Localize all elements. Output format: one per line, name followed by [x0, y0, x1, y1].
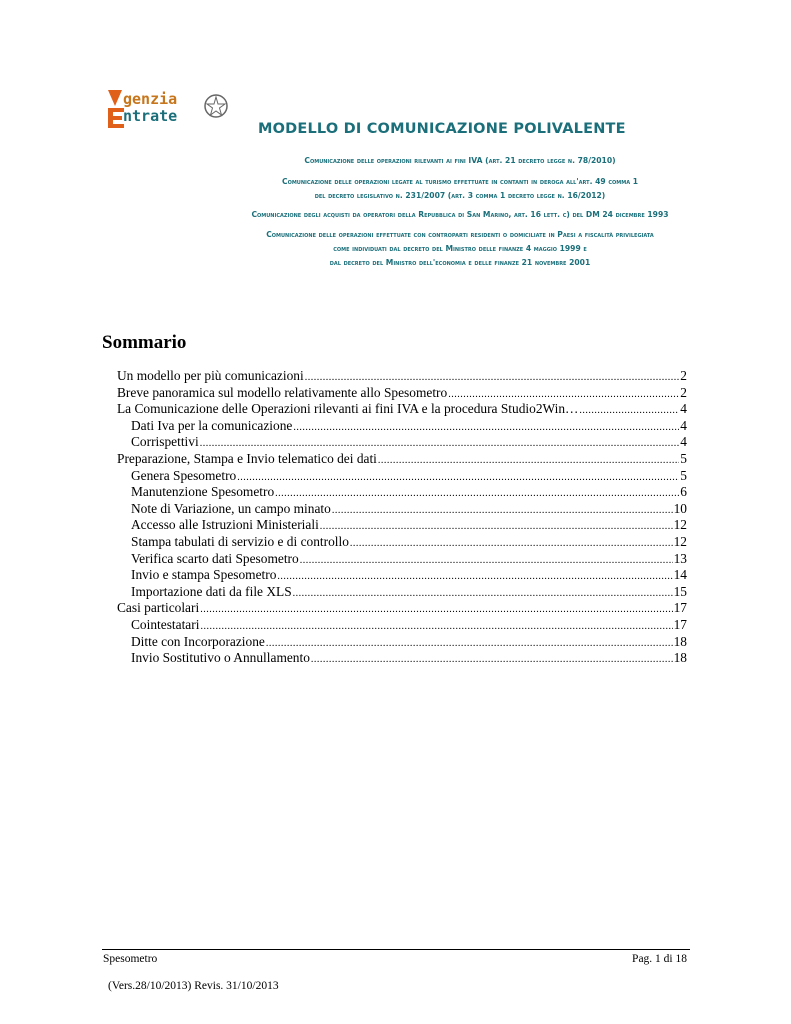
toc-entry[interactable] — [117, 551, 687, 568]
footer-divider — [102, 949, 690, 950]
toc-entry-title: Invio Sostitutivo o Annullamento — [131, 650, 310, 666]
table-of-contents — [117, 368, 687, 667]
toc-dot-leader — [320, 519, 673, 536]
toc-entry-page: 4 — [680, 434, 687, 450]
toc-dot-leader — [200, 619, 672, 636]
toc-entry-page: 2 — [680, 384, 687, 400]
toc-entry-page: 4 — [680, 401, 687, 417]
toc-dot-leader — [293, 420, 679, 437]
toc-entry-title: Dati Iva per la comunicazione — [131, 417, 293, 433]
toc-entry-page: 18 — [673, 633, 687, 649]
header-line-2: Comunicazione delle operazioni legate al turismo effettuate in contanti in deroga all'art. 49 comma 1 — [282, 177, 638, 186]
toc-entry-page: 15 — [673, 583, 687, 599]
toc-entry-page: 6 — [680, 484, 687, 500]
toc-entry-title: Breve panoramica sul modello relativamente allo Spesometro — [117, 384, 448, 400]
toc-entry-title: Casi particolari — [117, 600, 200, 616]
toc-entry-page: 4 — [680, 417, 687, 433]
toc-entry-title: Stampa tabulati di servizio e di controllo — [131, 533, 349, 549]
toc-entry-title: Corrispettivi — [131, 434, 199, 450]
toc-entry[interactable] — [117, 368, 687, 385]
toc-dot-leader — [275, 486, 679, 503]
toc-dot-leader — [332, 503, 673, 520]
emblem-icon — [205, 95, 227, 117]
toc-entry[interactable] — [117, 634, 687, 651]
toc-entry[interactable] — [117, 600, 687, 617]
toc-dot-leader — [293, 586, 673, 603]
header-line-3: del decreto legislativo n. 231/2007 (art. 3 comma 1 decreto legge n. 16/2012) — [314, 191, 606, 200]
toc-entry[interactable] — [117, 501, 687, 518]
toc-entry[interactable] — [117, 617, 687, 634]
toc-entry[interactable] — [117, 517, 687, 534]
toc-entry-page: 5 — [680, 450, 687, 466]
toc-entry-page: 14 — [673, 567, 687, 583]
footer-page-number: Pag. 1 di 18 — [632, 953, 687, 965]
toc-entry[interactable] — [117, 468, 687, 485]
toc-dot-leader — [277, 569, 672, 586]
toc-entry-page: 17 — [673, 600, 687, 616]
toc-entry[interactable] — [117, 434, 687, 451]
agenzia-entrate-logo — [104, 88, 236, 132]
toc-entry-title: La Comunicazione delle Operazioni rilevanti ai fini IVA e la procedura Studio2Win… — [117, 401, 579, 417]
header-line-4: Comunicazione degli acquisti da operatori della Repubblica di San Marino, art. 16 lett. c) del DM 24 dicembre 1993 — [251, 210, 669, 219]
header-line-7: dal decreto del Ministro dell'economia e delle finanze 21 novembre 2001 — [329, 258, 591, 267]
toc-entry-title: Genera Spesometro — [131, 467, 237, 483]
toc-dot-leader — [200, 602, 672, 619]
toc-entry-page: 2 — [680, 368, 687, 383]
toc-entry-title: Accesso alle Istruzioni Ministeriali — [131, 517, 319, 533]
logo-line1: genzia — [123, 90, 178, 108]
toc-entry-page: 10 — [673, 500, 687, 516]
footer-document-name: Spesometro — [103, 953, 158, 965]
toc-entry-page: 17 — [673, 616, 687, 632]
toc-entry[interactable] — [117, 584, 687, 601]
toc-entry-page: 18 — [673, 650, 687, 666]
toc-entry[interactable] — [117, 650, 687, 667]
toc-entry-page: 12 — [673, 517, 687, 533]
toc-entry[interactable] — [117, 385, 687, 402]
toc-entry[interactable] — [117, 401, 687, 418]
toc-entry-title: Verifica scarto dati Spesometro — [131, 550, 299, 566]
toc-dot-leader — [378, 453, 679, 470]
toc-entry-title: Invio e stampa Spesometro — [131, 567, 277, 583]
toc-entry-title: Preparazione, Stampa e Invio telematico dei dati — [117, 450, 377, 466]
toc-entry-page: 13 — [673, 550, 687, 566]
toc-entry-title: Importazione dati da file XLS — [131, 583, 292, 599]
toc-dot-leader — [350, 536, 673, 553]
footer-version: (Vers.28/10/2013) Revis. 31/10/2013 — [108, 980, 279, 992]
toc-entry[interactable] — [117, 484, 687, 501]
toc-entry-page: 12 — [673, 533, 687, 549]
toc-entry-title: Cointestatari — [131, 616, 200, 632]
toc-entry[interactable] — [117, 567, 687, 584]
toc-entry[interactable] — [117, 451, 687, 468]
toc-entry-page: 5 — [680, 467, 687, 483]
toc-entry[interactable] — [117, 418, 687, 435]
toc-entry-title: Ditte con Incorporazione — [131, 633, 265, 649]
logo-line2: ntrate — [123, 107, 178, 125]
toc-entry-title: Un modello per più comunicazioni — [117, 368, 304, 383]
header-line-5: Comunicazione delle operazioni effettuate con controparti residenti o domiciliate in Paesi a fiscalità privilegiata — [266, 230, 654, 239]
toc-entry[interactable] — [117, 534, 687, 551]
toc-dot-leader — [266, 636, 673, 653]
document-title: MODELLO DI COMUNICAZIONE POLIVALENTE — [258, 121, 626, 137]
header-line-1: Comunicazione delle operazioni rilevanti ai fini IVA (art. 21 decreto legge n. 78/2010) — [304, 156, 616, 165]
toc-entry-title: Manutenzione Spesometro — [131, 484, 275, 500]
toc-dot-leader — [579, 403, 679, 420]
toc-heading: Sommario — [102, 332, 187, 353]
header-line-6: come individuati dal decreto del Ministro delle finanze 4 maggio 1999 e — [333, 244, 587, 253]
toc-dot-leader — [237, 470, 679, 487]
toc-dot-leader — [300, 553, 673, 570]
toc-entry-title: Note di Variazione, un campo minato — [131, 500, 331, 516]
toc-dot-leader — [311, 652, 673, 669]
